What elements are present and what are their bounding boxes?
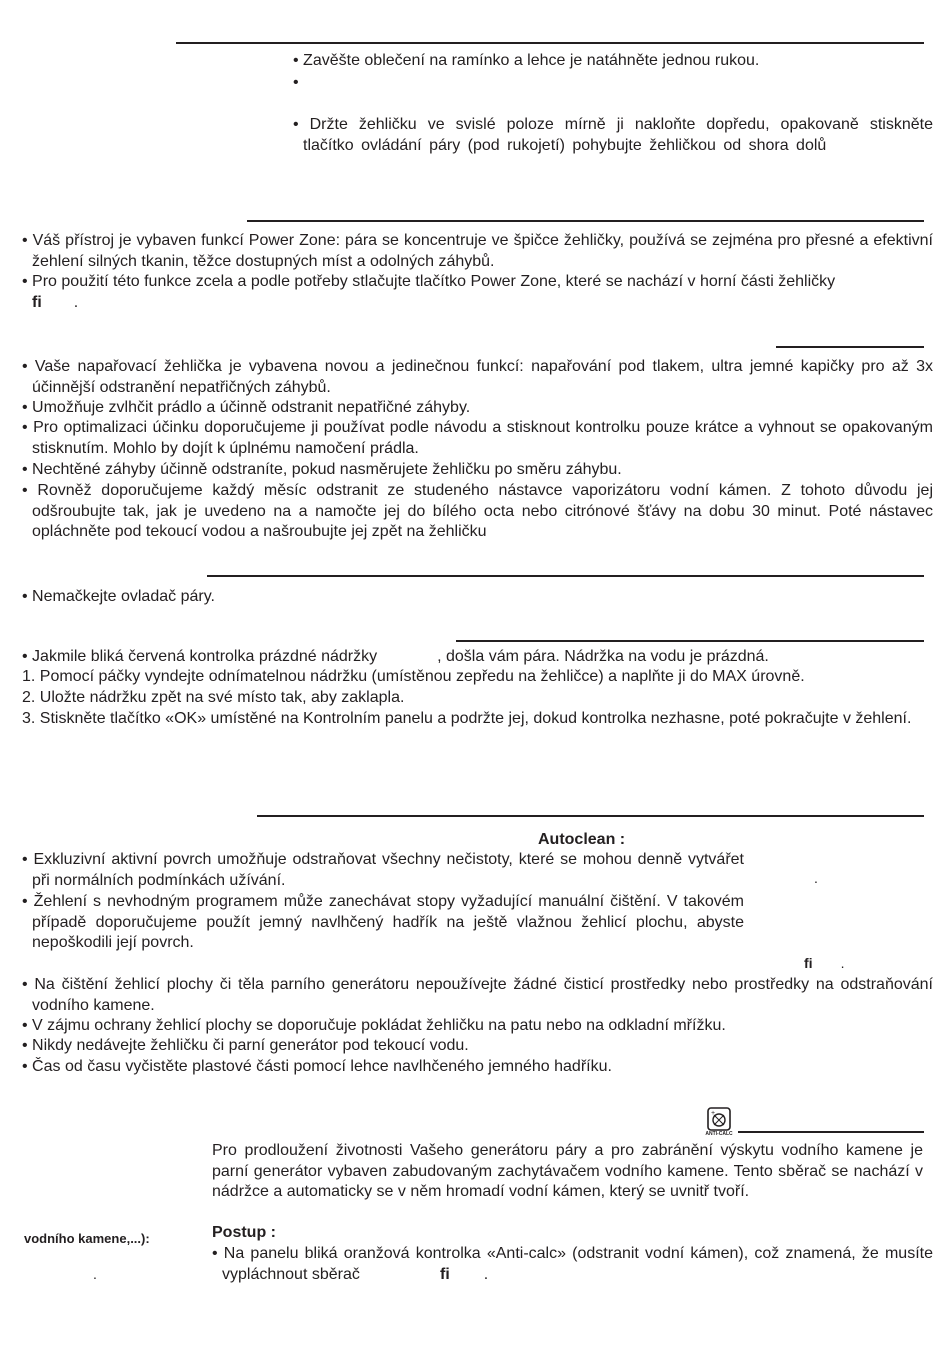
step-item: 3. Stiskněte tlačítko «OK» umístěné na Kontrolním panelu a podržte jej, dokud kontrolka nezhasne, poté pokračujte v žehlení. xyxy=(22,710,912,727)
figure-ref-glyph: ﬁ xyxy=(440,1266,450,1283)
section-heading: Autoclean : xyxy=(538,831,626,848)
list-item: • Nemačkejte ovladač páry. xyxy=(22,588,215,605)
paragraph: Pro prodloužení životnosti Vašeho generátoru páry a pro zabránění výskytu vodního kamene je parní generátor vybaven zabudovaným zachytávačem vodního kamene. Tento sběrač se nachází v nádržce a automaticky se v něm hromadí vodní kámen, který se uvnitř tvoří. xyxy=(212,1142,923,1201)
list-item: • Žehlení s nevhodným programem může zanechávat stopy vyžadující manuální čištění. V takovém případě doporučujeme použít jemný navlhčený hadřík na ještě vlažnou žehlicí plochu, abyste nepoškodili její povrch. xyxy=(22,893,744,952)
anti-calc-label: ANTI-CALC xyxy=(705,1131,733,1137)
figure-reference xyxy=(32,293,78,314)
list-item: • V zájmu ochrany žehlicí plochy se doporučuje pokládat žehličku na patu nebo na odkladní mřížku. xyxy=(22,1017,726,1034)
list-item: • xyxy=(293,74,299,91)
section-rule xyxy=(247,220,924,222)
list-item: • Držte žehličku ve svislé poloze mírně ji nakloňte dopředu, opakovaně stiskněte tlačítko ovládání páry (pod rukojetí) pohybujte žehličkou od shora dolů xyxy=(293,116,933,154)
figure-reference xyxy=(804,955,844,971)
list-item: • Čas od času vyčistěte plastové části pomocí lehce navlhčeného jemného hadříku. xyxy=(22,1058,612,1075)
step-item: 2. Uložte nádržku zpět na své místo tak, aby zaklapla. xyxy=(22,689,405,706)
section-rule xyxy=(257,815,924,817)
figure-ref-glyph: ﬁ xyxy=(32,294,42,311)
list-item: • Nikdy nedávejte žehličku či parní generátor pod tekoucí vodu. xyxy=(22,1037,469,1054)
anti-calc-icon xyxy=(704,1106,734,1140)
figure-ref-end: . xyxy=(840,955,845,971)
empty-tank-text-end: , došla vám pára. Nádržka na vodu je prázdná. xyxy=(437,648,769,665)
section-rule xyxy=(456,640,924,642)
section-rule xyxy=(776,346,924,348)
list-item: • Na panelu bliká oranžová kontrolka «Anti-calc» (odstranit vodní kámen), což znamená, že musíte vypláchnout sběrač xyxy=(212,1245,933,1283)
figure-ref-glyph: ﬁ xyxy=(804,955,813,971)
list-item: • Umožňuje zvlhčit prádlo a účinně odstranit nepatřičné záhyby. xyxy=(22,399,471,416)
figure-ref-end: . xyxy=(73,294,79,311)
empty-tank-text: • Jakmile bliká červená kontrolka prázdné nádržky xyxy=(22,648,378,665)
step-item: 1. Pomocí páčky vyndejte odnímatelnou nádržku (umístěnou zepředu na žehličce) a naplňte ji do MAX úrovně. xyxy=(22,668,805,685)
list-item: • Exkluzivní aktivní povrch umožňuje odstraňovat všechny nečistoty, které se mohou denně vytvářet při normálních podmínkách užívání. xyxy=(22,851,744,889)
list-item: • Pro optimalizaci účinku doporučujeme ji používat podle návodu a stisknout kontrolku pouze krátce a vyhnout se opakovaným stisknutím. Mohlo by dojít k úplnému namočení prádla. xyxy=(22,419,933,457)
side-dot: . xyxy=(93,1266,97,1282)
list-item: • Pro použití této funkce zcela a podle potřeby stlačujte tlačítko Power Zone, které se nachází v horní části žehličky xyxy=(22,273,836,290)
section-rule xyxy=(176,42,924,44)
list-item xyxy=(22,647,769,668)
figure-ref-end: . xyxy=(483,1266,489,1283)
list-item: • Vaše napařovací žehlička je vybavena novou a jedinečnou funkcí: napařování pod tlakem, ultra jemné kapičky pro až 3x účinnější odstranění nepatřičných záhybů. xyxy=(22,358,933,396)
section-rule xyxy=(738,1131,924,1133)
list-item: • Zavěšte oblečení na ramínko a lehce je natáhněte jednou rukou. xyxy=(293,52,760,69)
list-item: • Nechtěné záhyby účinně odstraníte, pokud nasměrujete žehličku po směru záhybu. xyxy=(22,461,622,478)
side-dot: . xyxy=(814,870,818,886)
list-item: • Rovněž doporučujeme každý měsíc odstranit ze studeného nástavce vaporizátoru vodní kámen. Z tohoto důvodu jej odšroubujte tak, jak je uvedeno na a namočte jej do bílého octa nebo citrónové šťávy na dobu 30 minut. Poté nástavec opláchněte pod tekoucí vodou a našroubujte jej zpět na žehličku xyxy=(22,482,933,541)
list-item: • Váš přístroj je vybaven funkcí Power Zone: pára se koncentruje ve špičce žehličky, používá se zejména pro přesné a efektivní žehlení silných tkanin, těžce dostupných míst a odolných záhybů. xyxy=(22,232,933,270)
figure-reference xyxy=(440,1265,488,1286)
list-item: • Na čištění žehlicí plochy či těla parního generátoru nepoužívejte žádné čisticí prostředky nebo prostředky na odstraňování vodního kamene. xyxy=(22,976,933,1014)
section-heading: Postup : xyxy=(212,1224,276,1241)
svg-text:+: + xyxy=(711,1110,716,1117)
section-rule xyxy=(207,575,924,577)
side-label: vodního kamene,...): xyxy=(24,1231,150,1246)
